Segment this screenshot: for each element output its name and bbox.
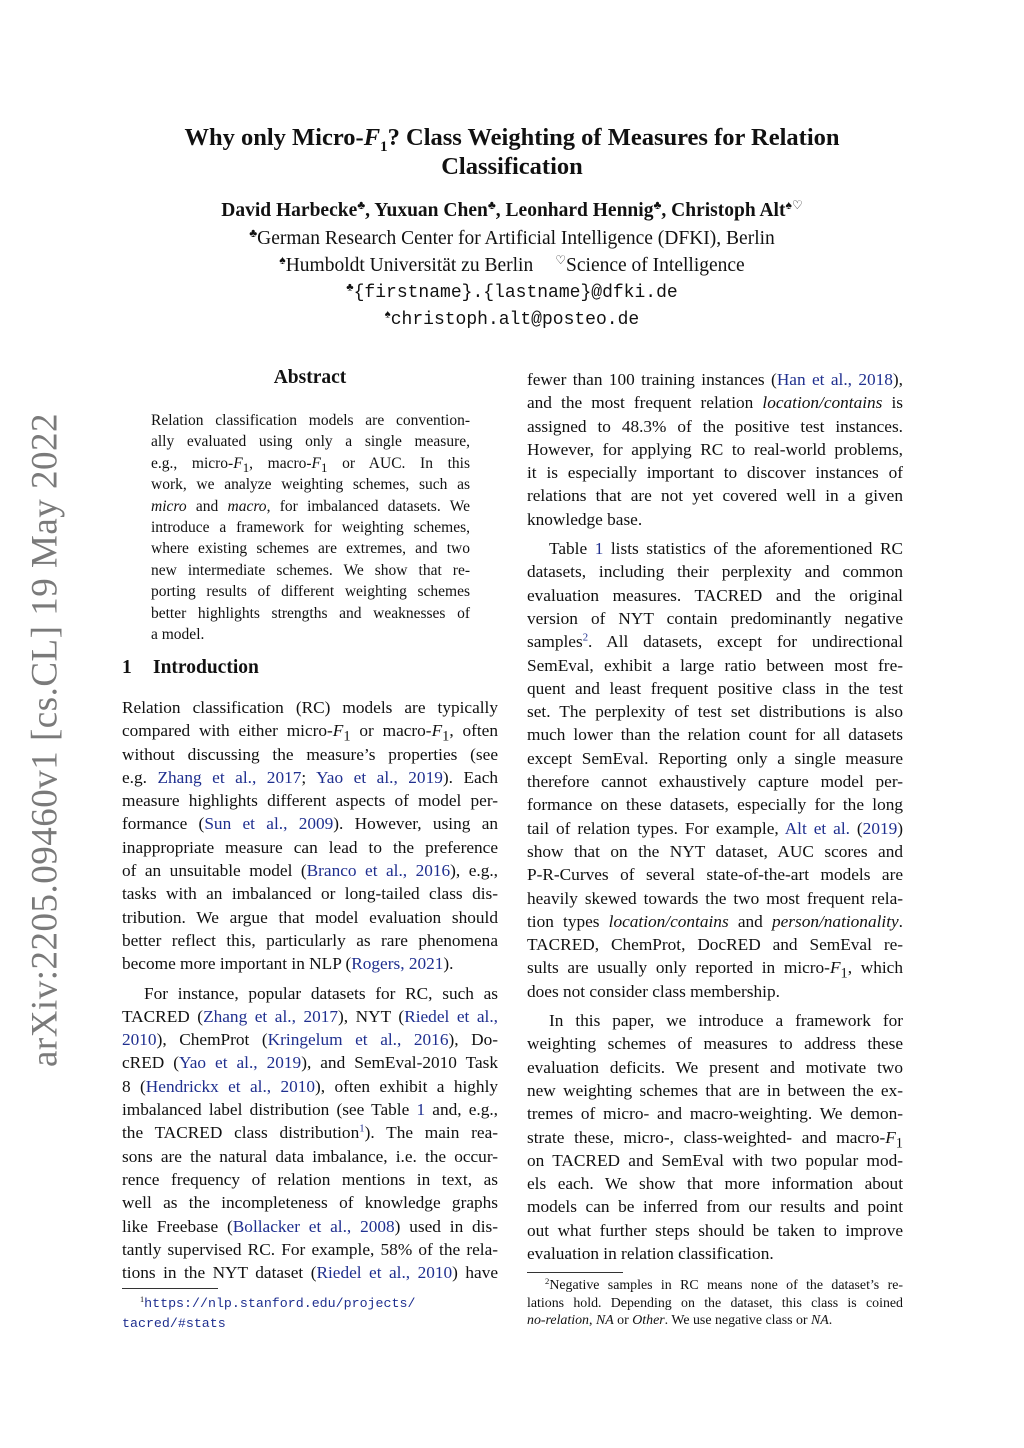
paragraph: For instance, popular datasets for RC, such as TACRED (Zhang et al., 2017), NYT (Riedel et al., 2010), ChemProt (Kringelum et al., 2016), Do- cRED (Yao et al., 2019), and SemEval-2010 Task 8 (Hendrickx et al., 2010), often exhibit a highly imbalanced label distribution (see Table 1 and, e.g., the TACRED class distribution$^1$). The main rea- sons are the natural data imbalance, i.e. the occur- rence frequency of relation mentions in text, as well as the incompleteness of knowledge graphs like Freebase (Bollacker et al., 2008) used in dis- tantly supervised RC. For example, 58% of the rela- tions in the NYT dataset (Riedel et al., 2010) have	[122, 983, 499, 1283]
left-column-text	[122, 696, 498, 1284]
citation-link[interactable]: Yao et al., 2019	[178, 1053, 302, 1073]
paragraph: fewer than 100 training instances (Han et al., 2018), and the most frequent relation location/contains is assigned to 48.3% of the positive test instances. However, for applying RC to real-world problems, it is especially important to discover instances of relations that are not yet covered well in a given knowledge base.	[527, 370, 903, 529]
footnote-link[interactable]: 1	[359, 1122, 365, 1135]
author-name: Leonhard Hennig	[505, 200, 654, 221]
email-dfki: ♣{firstname}.{lastname}@dfki.de	[346, 281, 678, 303]
affiliation-berlin: ♠Humboldt Universität zu Berlin ♡Science of Intelligence	[279, 252, 745, 276]
paragraph: In this paper, we introduce a framework for weighting schemes of measures to address these evaluation deficits. We present and motivate two new weighting schemes that are in between the ex- tremes of micro- and macro-weighting. We demon- strate these, micro-, class-weighted- and macro-$F_1$ on TACRED and SemEval with two popular mod- els each. We show that more information about models can be inferred from our results and point out what further steps should be taken to improve evaluation in relation classification.	[527, 1011, 903, 1263]
citation-link[interactable]: Zhang et al., 2017	[203, 1006, 339, 1026]
affiliation-mark: ♠♡	[785, 197, 803, 212]
author-name: Christoph Alt	[671, 200, 786, 221]
citation-link[interactable]: 2010	[122, 1030, 157, 1050]
affiliation-mark: ♣	[487, 197, 496, 212]
paper-title-line-1: Why only Micro-$F_1$? Class Weighting of Measures for Relation	[184, 124, 840, 155]
affiliation-mark: ♣	[653, 197, 662, 212]
arxiv-identifier-stamp: arXiv:2205.09460v1 [cs.CL] 19 May 2022	[24, 412, 66, 1068]
table-reference-link[interactable]: 1	[594, 539, 604, 559]
citation-link[interactable]: Hendrickx et al., 2010	[145, 1076, 316, 1096]
author-list: David Harbecke♣, Yuxuan Chen♣, Leonhard Hennig♣, Christoph Alt♠♡	[221, 197, 803, 221]
citation-link[interactable]: Zhang et al., 2017	[157, 767, 302, 787]
author-name: David Harbecke	[221, 200, 358, 221]
citation-link[interactable]: Han et al., 2018	[776, 370, 893, 389]
section-heading-introduction: 1 Introduction	[122, 657, 259, 678]
citation-link[interactable]: Bollacker et al., 2008	[232, 1216, 395, 1236]
author-name: Yuxuan Chen	[374, 200, 488, 221]
affiliation-mark: ♣	[357, 197, 366, 212]
citation-link[interactable]: Branco et al., 2016	[306, 861, 451, 881]
paragraph: Table 1 lists statistics of the aforementioned RC datasets, including their perplexity and common evaluation measures. TACRED and the original version of NYT contain predominantly negative samples$^2$. All datasets, except for undirectional SemEval, exhibit a large ratio between most fre- quent and least frequent positive class in the test set. The perplexity of test set distributions is also much lower than the relation count for all datasets except SemEval. Reporting only a single measure therefore cannot exhaustively capture model per- formance on these datasets, especially for the long tail of relation types. For example, Alt et al. (2019) show that on the NYT dataset, AUC scores and P-R-Curves of several state-of-the-art models are heavily skewed towards the two most frequent rela- tion types location/contains and person/nationality. TACRED, ChemProt, DocRED and SemEval re- sults are usually only reported in micro-$F_1$, which does not consider class membership.	[527, 539, 903, 1001]
table-reference-link[interactable]: 1	[416, 1100, 426, 1120]
citation-link[interactable]: Alt et al.	[784, 818, 850, 838]
abstract-heading: Abstract	[273, 367, 347, 388]
citation-link[interactable]: 2019	[862, 818, 898, 838]
citation-link[interactable]: Yao et al., 2019	[316, 767, 443, 787]
citation-link[interactable]: Rogers, 2021	[351, 954, 444, 974]
citation-link[interactable]: Riedel et al., 2010	[316, 1263, 453, 1283]
footnote-url-link[interactable]: https://nlp.stanford.edu/projects/	[144, 1296, 416, 1311]
footnote-link[interactable]: 2	[582, 631, 589, 644]
footnote-rule	[527, 1272, 623, 1273]
footnote-1: $^1$https://nlp.stanford.edu/projects/ tacred/#stats	[122, 1295, 416, 1331]
affiliation-dfki: ♣German Research Center for Artificial Intelligence (DFKI), Berlin	[249, 225, 775, 249]
right-column-text	[527, 368, 903, 1265]
paragraph: Relation classification (RC) models are typically compared with either micro-$F_1$ or macro-$F_1$, often without discussing the measure’s properties (see e.g. Zhang et al., 2017; Yao et al., 2019). Each measure highlights different aspects of model per- formance (Sun et al., 2009). However, using an inappropriate measure can lead to the preference of an unsuitable model (Branco et al., 2016), e.g., tasks with an imbalanced or long-tailed class dis- tribution. We argue that model evaluation should better reflect this, particularly as rare phenomena become more important in NLP (Rogers, 2021).	[122, 698, 499, 974]
citation-link[interactable]: Riedel et al.,	[404, 1006, 498, 1026]
paper-title-line-2: Classification	[441, 153, 583, 180]
abstract-body: Relation classification models are convention- ally evaluated using only a single measure, e.g., micro-$F_1$, macro-$F_1$ or AUC. In this work, we analyze weighting schemes, such as micro and macro, for imbalanced datasets. We introduce a framework for weighting schemes, where existing schemes are extremes, and two new intermediate schemes. We show that re- porting results of different weighting schemes better highlights strengths and weaknesses of a model.	[151, 412, 470, 643]
footnote-rule	[122, 1288, 218, 1289]
footnote-2: $^2$Negative samples in RC means none of the dataset’s re- lations hold. Depending on the dataset, this class is coined no-relation, NA or Other. We use negative class or NA.	[527, 1275, 903, 1328]
citation-link[interactable]: Kringelum et al., 2016	[267, 1030, 449, 1050]
email-posteo: ♠christoph.alt@posteo.de	[384, 308, 640, 330]
footnote-url-link[interactable]: tacred/#stats	[122, 1316, 226, 1331]
citation-link[interactable]: Sun et al., 2009	[204, 814, 334, 834]
